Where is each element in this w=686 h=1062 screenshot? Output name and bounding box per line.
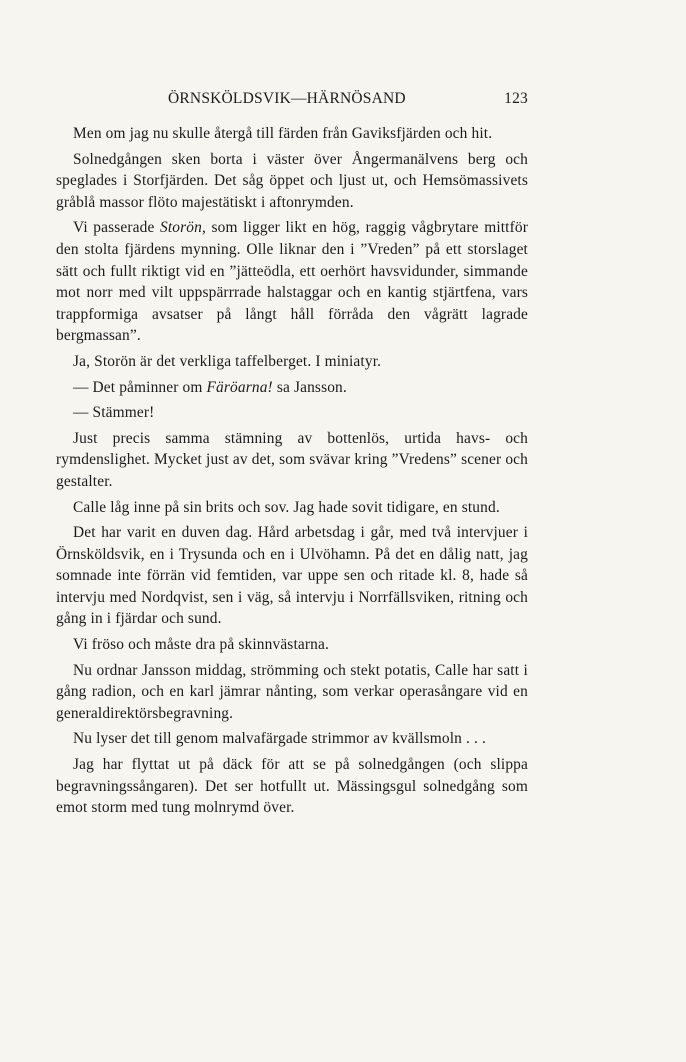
paragraph: — Stämmer! [73,404,155,422]
italic-place-name: Färöarna! [206,378,273,396]
paragraph: Calle låg inne på sin brits och sov. Jag hade sovit tidigare, en stund. [73,498,500,516]
paragraph: Vi passerade Storön, som ligger likt en hög, raggig vågbrytare mittför den stolta fjärdens mynning. Olle liknar den i ”Vreden” på ett storslaget sätt och fullt riktigt vid en ”jätteödla, ett oerhört havsvidunder, simmande mot norr med vilt uppspärrrade halstaggar och en kantig stjärtfena, vars trappformiga avsatser på långt håll förråda den vågrätt lagrade bergmassan”. [56,219,528,345]
paragraph: Just precis samma stämning av bottenlös, urtida havs- och rymdenslighet. Mycket just av det, som svävar kring ”Vredens” scener och gestalter. [56,429,528,490]
paragraph: Ja, Storön är det verkliga taffelberget. I miniatyr. [73,352,382,370]
page-number: 123 [504,90,528,107]
paragraph: Men om jag nu skulle återgå till färden från Gaviksfjärden och hit. [73,125,493,142]
body-text [56,123,528,823]
italic-place-name: Storön, [160,219,206,237]
paragraph: Nu ordnar Jansson middag, strömming och stekt potatis, Calle har satt i gång radion, och en karl jämrar nånting, som verkar operasångare vid en generaldirektörsbegravning. [56,661,528,722]
running-title: ÖRNSKÖLDSVIK—HÄRNÖSAND [168,90,406,107]
paragraph: — Det påminner om Färöarna! sa Jansson. [73,378,347,396]
paragraph: Solnedgången sken borta i väster över Ångermanälvens berg och speglades i Storfjärden. Det såg öppet och ljust ut, och Hemsömassivets gråblå massor flöto majestätiskt i aftonrymden. [56,150,528,211]
paragraph: Vi fröso och måste dra på skinnvästarna. [73,636,329,654]
paragraph: Nu lyser det till genom malvafärgade strimmor av kvällsmoln . . . [73,730,486,748]
paragraph: Jag har flyttat ut på däck för att se på solnedgången (och slippa begravningssångaren). Det ser hotfullt ut. Mässingsgul solnedgång som emot storm med tung molnrymd över. [56,756,528,817]
paragraph: Det har varit en duven dag. Hård arbetsdag i går, med två intervjuer i Örnsköldsvik, en i Trysunda och en i Ulvöhamn. På det en dålig natt, jag somnade inte förrän vid femtiden, var uppe sen och ritade kl. 8, hade så intervju med Nordqvist, sen i väg, så intervju i Norrfällsviken, ritning och gång in i fjärdar och sund. [56,524,528,628]
